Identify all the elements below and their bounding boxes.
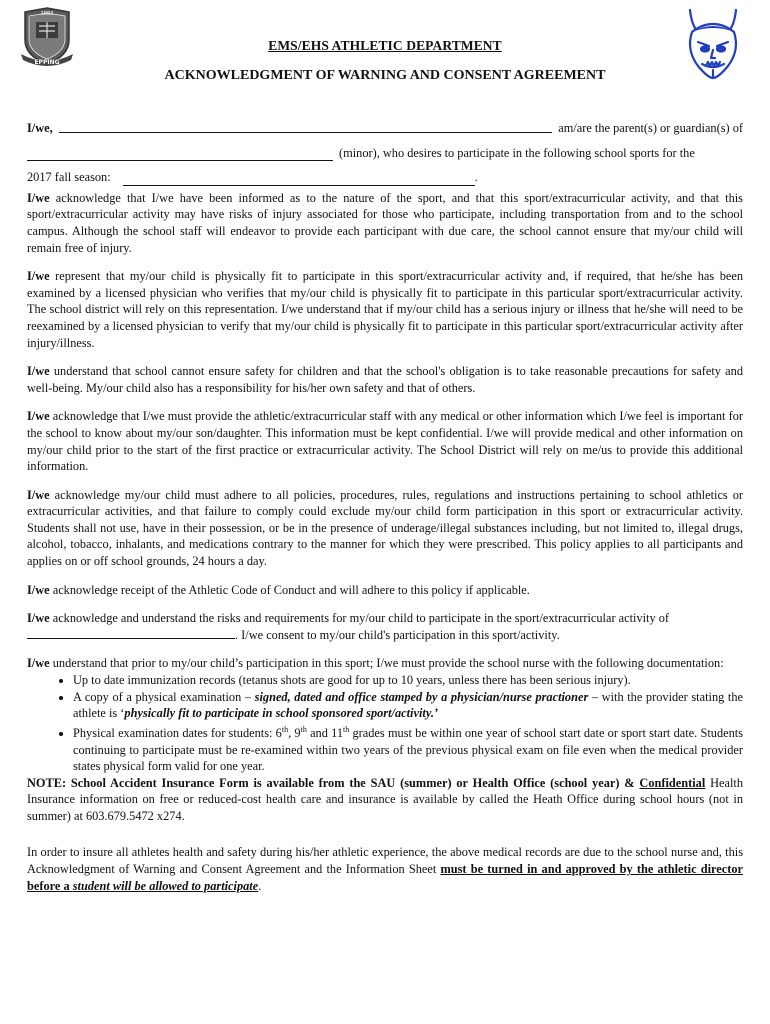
paragraph-documentation: I/we understand that prior to my/our child’s participation in this sport; I/we must provide the school nurse with the following documentation:	[27, 656, 724, 671]
crest-banner-text: EPPING	[34, 59, 60, 66]
form-title: ACKNOWLEDGMENT OF WARNING AND CONSENT AGREEMENT	[164, 68, 606, 83]
activity-name-field[interactable]	[27, 627, 235, 639]
paragraph-risks: I/we acknowledge and understand the risks and requirements for my/our child to participate in the sport/extracurricular activity of . I/we consent to my/our child's participation in this sport/activity.	[27, 611, 670, 642]
list-item-exam-dates: • Physical examination dates for students: 6th, 9th and 11th grades must be within one year of school start date or sport start date. Students continuing to participate must be re-examined within two years of the previous physical exam on file even when the medical provider states physical form valid for one year.	[73, 722, 743, 775]
minor-suffix: (minor), who desires to participate in the following school sports for the	[339, 145, 695, 160]
form-body	[27, 120, 743, 894]
requirements-list	[27, 672, 743, 775]
list-item-physical-exam: • A copy of a physical examination – signed, dated and office stamped by a physician/nurse practioner – with the provider stating the athlete is ‘physically fit to participate in school sponsored sport/activity.’	[73, 689, 743, 722]
paragraph-informed: I/we acknowledge that I/we have been informed as to the nature of the sport, and that this sport/extracurricular activity, and that this sport/extracurricular activity may have risks of injury associated for those who participate, including transportation from and to the school campus. Although the school staff will endeavor to provide each participant with due care, the school cannot ensure that my/our child will remain free of injury.	[27, 190, 743, 255]
minor-name-row	[27, 145, 743, 162]
school-crest-logo	[19, 6, 75, 68]
season-sport-field[interactable]	[123, 174, 475, 186]
paragraph-code-of-conduct: I/we acknowledge receipt of the Athletic Code of Conduct and will adhere to this policy if applicable.	[27, 582, 530, 597]
insurance-note: NOTE: School Accident Insurance Form is available from the SAU (summer) or Health Office (school year) & Confidential Health Insurance information on free or reduced-cost health care and insurance is available by called the Heath Office during school hours (not in summer) at 603.679.5472 x274.	[27, 775, 743, 823]
season-row	[27, 169, 743, 186]
parent-name-row	[27, 120, 743, 137]
closing-paragraph: In order to insure all athletes health and safety during his/her athletic experience, the above medical records are due to the school nurse and, this Acknowledgment of Warning and Consent Agreement and the Information Sheet must be turned in and approved by the athletic director before a student will be allowed to participate.	[27, 845, 744, 893]
season-end: .	[474, 170, 478, 185]
minor-name-field[interactable]	[27, 149, 333, 161]
paragraph-safety: I/we understand that school cannot ensure safety for children and that the school's obligation is to take reasonable precautions for safety and well-being. My/our child also has a responsibility for his/her own safety and that of others.	[27, 364, 743, 395]
season-label: 2017 fall season:	[27, 170, 111, 185]
department-title: EMS/EHS ATHLETIC DEPARTMENT	[268, 38, 502, 53]
crest-year: 1883	[40, 11, 54, 17]
parent-name-field[interactable]	[59, 121, 553, 133]
parent-suffix: am/are the parent(s) or guardian(s) of	[558, 121, 743, 135]
paragraph-policies: I/we acknowledge my/our child must adhere to all policies, procedures, rules, regulations and instructions pertaining to school athletics or extracurricular activities, and that failure to comply could exclude my/our child form participation in this sport or extracurricular activity. Students shall not use, have in their possession, or be in the presence of underage/illegal substances including, but not limited to, illegal drugs, alcohol, tobacco, inhalants, and medications contrary to the manner for which they were prescribed. This policy applies to all participants and applies on or off school grounds, 24 hours a day.	[27, 487, 743, 569]
paragraph-physically-fit: I/we represent that my/our child is physically fit to participate in this sport/extracurricular activity and, if required, that he/she has been examined by a licensed physician who verifies that my/our child is physically fit to participate in this particular sport/extracurricular activity. The school district will rely on this representation. I/we understand that if my/our child has a serious injury or illness that he/she will need to be reexamined by a licensed physician to verify that my/our child is physically fit to participate in this particular sport/extracurricular activity after injury/illness.	[27, 269, 743, 350]
iwe-label: I/we,	[27, 121, 53, 135]
list-item-immunization: • Up to date immunization records (tetanus shots are good for up to 10 years, unless there has been serious injury).	[73, 672, 743, 689]
paragraph-medical-info: I/we acknowledge that I/we must provide the athletic/extracurricular staff with any medical or other information which I/we feel is important for the school to know about my/our son/daughter. This information must be kept confidential. I/we will provide medical and other information on my/our child prior to the start of the first practice or extracurricular activity. The School District will rely on me/us to provide this additional information.	[27, 409, 743, 474]
